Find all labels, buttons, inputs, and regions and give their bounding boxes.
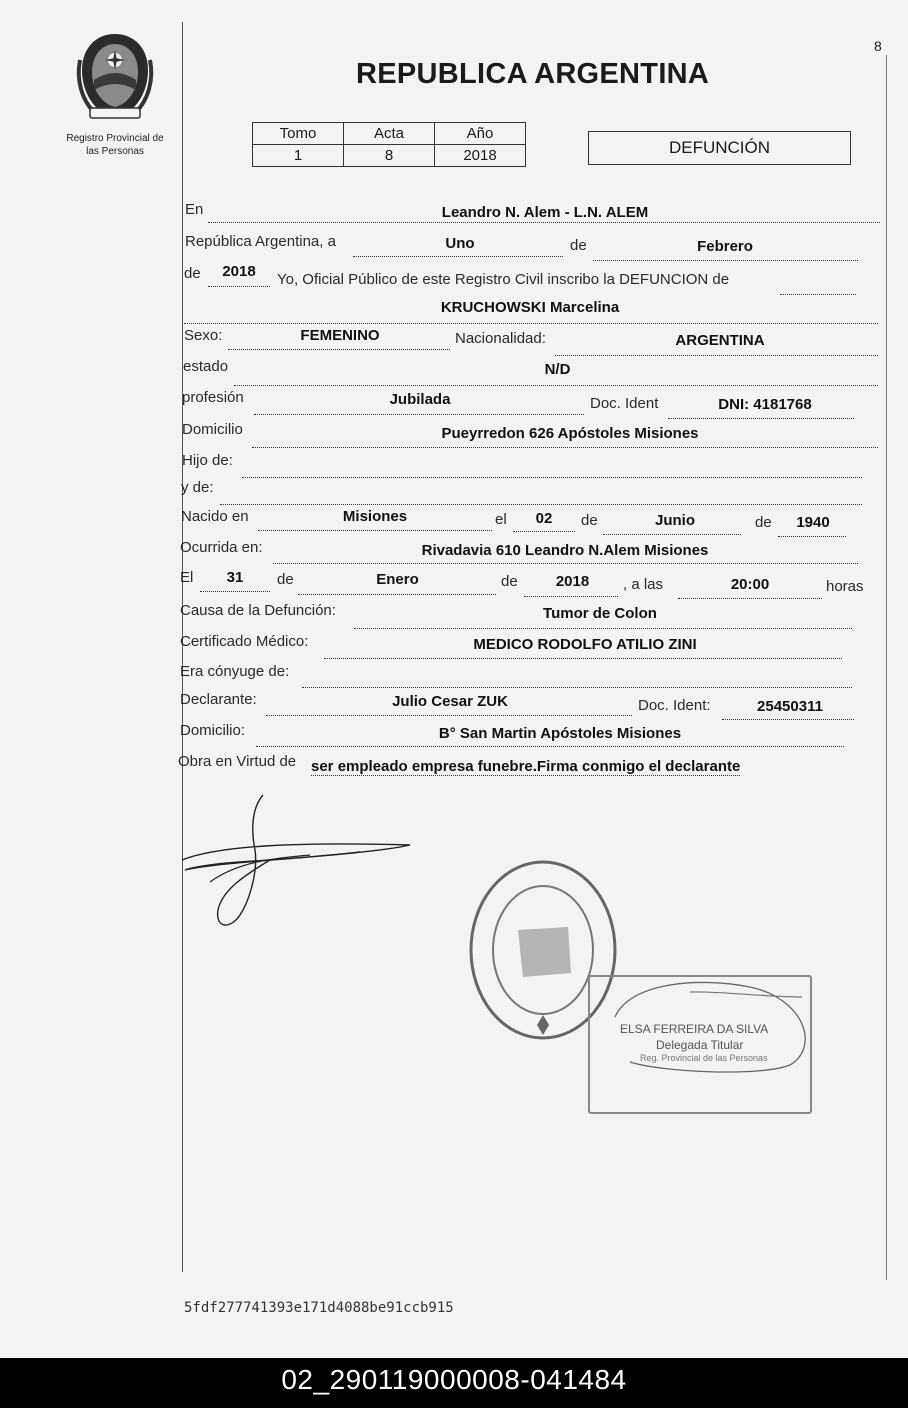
- el2-label: El: [180, 569, 194, 586]
- profesion-value: Jubilada: [389, 391, 451, 408]
- de-label: de: [570, 237, 587, 254]
- domicilio2-label: Domicilio:: [180, 722, 246, 739]
- table-header-acta: Acta: [344, 123, 435, 145]
- document-hash: 5fdf277741393e171d4088be91ccb915: [184, 1300, 454, 1316]
- table-cell-acta: 8: [344, 145, 435, 167]
- domicilio-label: Domicilio: [182, 421, 243, 438]
- sexo-value: FEMENINO: [300, 327, 380, 344]
- alas-label: , a las: [623, 576, 664, 593]
- day-value: Uno: [445, 235, 475, 252]
- table-cell-anio: 2018: [435, 145, 526, 167]
- domicilio2-value: B° San Martin Apóstoles Misiones: [438, 725, 682, 742]
- estado-value: N/D: [544, 361, 571, 378]
- inscribe-text: Yo, Oficial Público de este Registro Civil inscribo la DEFUNCION de: [277, 271, 730, 288]
- doc2-label: Doc. Ident:: [638, 697, 711, 714]
- doc-ident-label: Doc. Ident: [590, 395, 659, 412]
- table-row: [253, 145, 526, 167]
- death-place-value: Rivadavia 610 Leandro N.Alem Misiones: [421, 542, 709, 559]
- death-year-value: 2018: [555, 573, 590, 590]
- place-value: Leandro N. Alem - L.N. ALEM: [441, 204, 649, 221]
- document-code-footer: 02_290119000008-041484: [0, 1358, 908, 1408]
- certificado-label: Certificado Médico:: [180, 633, 309, 650]
- record-type-box: DEFUNCIÓN: [588, 131, 851, 165]
- year-prefix-label: de: [184, 265, 201, 282]
- birthplace-value: Misiones: [342, 508, 408, 525]
- death-de-label-1: de: [277, 571, 294, 588]
- year-value: 2018: [222, 263, 256, 280]
- profesion-label: profesión: [182, 389, 244, 406]
- republica-label: República Argentina, a: [185, 233, 336, 250]
- nacionalidad-label: Nacionalidad:: [455, 330, 546, 347]
- death-month-value: Enero: [376, 571, 419, 588]
- table-header-anio: Año: [435, 123, 526, 145]
- inscribe-dotted-line: [780, 274, 856, 295]
- ocurrida-label: Ocurrida en:: [180, 539, 263, 556]
- birth-month-value: Junio: [655, 512, 695, 529]
- yde-label: y de:: [181, 479, 214, 496]
- declarante-value: Julio Cesar ZUK: [392, 693, 508, 710]
- record-number-table: [252, 122, 526, 167]
- province-seal-logo: [72, 30, 158, 122]
- official-role: Delegada Titular: [656, 1038, 744, 1052]
- estado-label: estado: [183, 358, 229, 375]
- right-margin-line: [886, 55, 887, 1280]
- table-header-tomo: Tomo: [253, 123, 344, 145]
- official-name: ELSA FERREIRA DA SILVA: [620, 1022, 769, 1036]
- yde-dotted-line: [220, 484, 862, 505]
- registry-name-line2: las Personas: [86, 146, 144, 157]
- obra-label: Obra en Virtud de: [178, 753, 297, 770]
- el-label: el: [495, 511, 507, 528]
- en-label: En: [185, 201, 204, 218]
- page-number: 8: [874, 38, 882, 54]
- table-cell-tomo: 1: [253, 145, 344, 167]
- horas-label: horas: [826, 578, 864, 595]
- death-time-value: 20:00: [730, 576, 770, 593]
- official-office: Reg. Provincial de las Personas: [640, 1053, 768, 1063]
- registry-name-line1: Registro Provincial de: [66, 133, 164, 144]
- birth-day-value: 02: [535, 510, 553, 527]
- doc-ident-value: DNI: 4181768: [718, 396, 812, 413]
- registry-name: [40, 132, 190, 158]
- month-value: Febrero: [697, 238, 753, 255]
- nacido-label: Nacido en: [181, 508, 249, 525]
- nacionalidad-value: ARGENTINA: [675, 332, 765, 349]
- causa-value: Tumor de Colon: [543, 605, 657, 622]
- birth-year-value: 1940: [796, 514, 830, 531]
- birth-de-label-2: de: [755, 514, 772, 531]
- conyuge-label: Era cónyuge de:: [180, 663, 290, 680]
- official-delegate-stamp: [588, 975, 812, 1114]
- death-day-value: 31: [226, 569, 244, 586]
- conyuge-dotted-line: [302, 667, 852, 688]
- death-de-label-2: de: [501, 573, 518, 590]
- obra-value: ser empleado empresa funebre.Firma conmigo el declarante: [311, 758, 741, 775]
- certificado-value: MEDICO RODOLFO ATILIO ZINI: [473, 636, 697, 653]
- hijo-label: Hijo de:: [182, 452, 233, 469]
- domicilio-value: Pueyrredon 626 Apóstoles Misiones: [441, 425, 699, 442]
- doc2-value: 25450311: [757, 698, 823, 715]
- sexo-label: Sexo:: [184, 327, 223, 344]
- birth-de-label-1: de: [581, 512, 598, 529]
- page-title: REPUBLICA ARGENTINA: [356, 58, 710, 90]
- declarant-signature: [180, 790, 420, 935]
- table-header-row: [253, 123, 526, 145]
- hijo-dotted-line: [242, 457, 862, 478]
- deceased-name: KRUCHOWSKI Marcelina: [440, 299, 620, 316]
- causa-label: Causa de la Defunción:: [180, 602, 336, 619]
- declarante-label: Declarante:: [180, 691, 257, 708]
